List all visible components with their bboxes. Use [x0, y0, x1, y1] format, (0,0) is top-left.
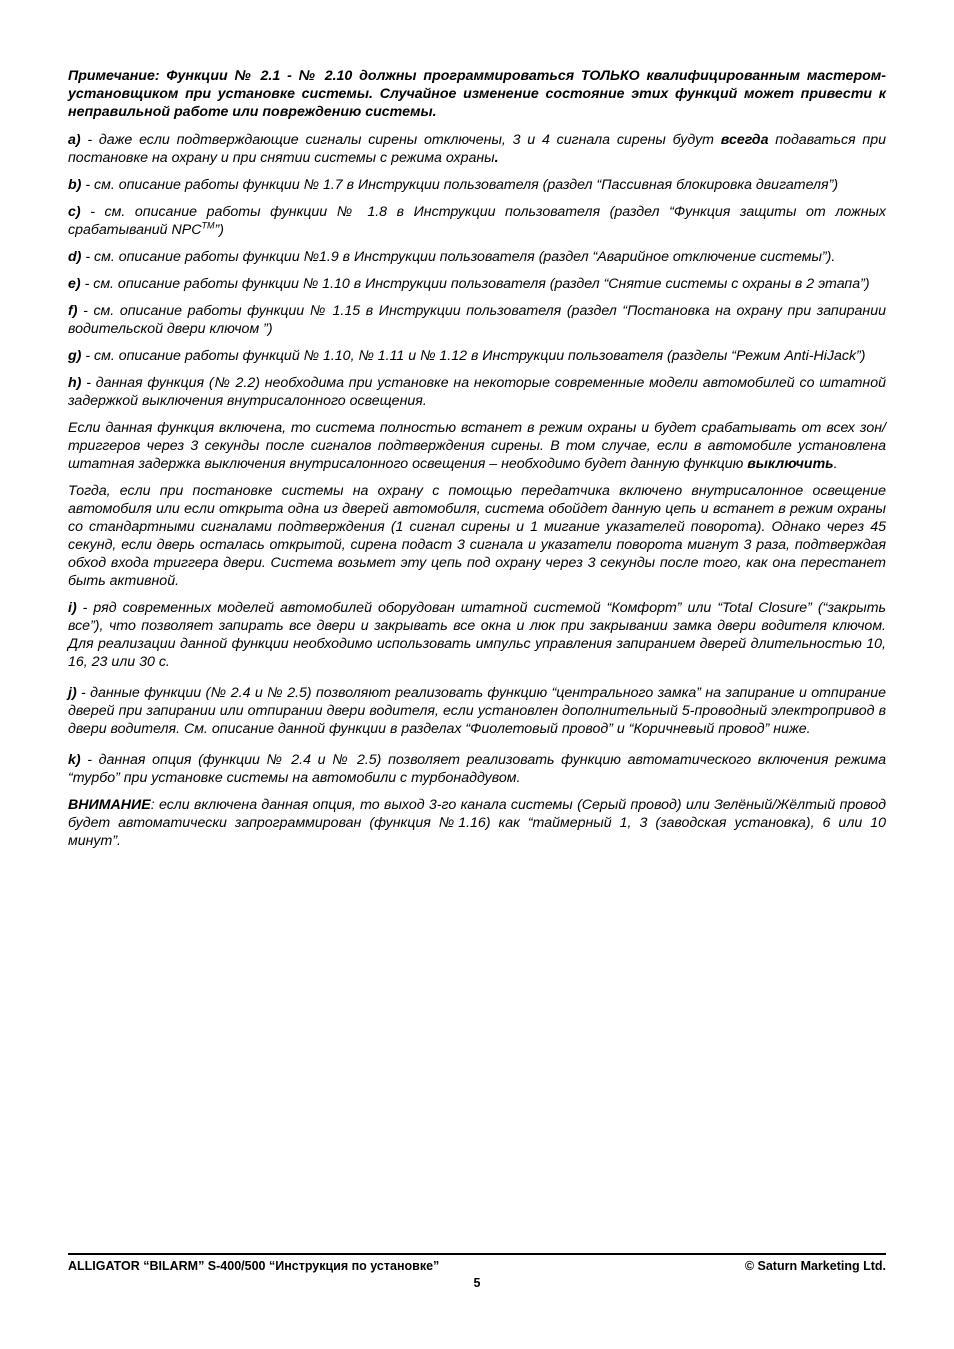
item-j-text: - данные функции (№ 2.4 и № 2.5) позволяют реализовать функцию “центрального замка” на запирание и отпирание дверей при запирании или отпирании двери водителя, если установлен дополнительный 5-проводный электропривод в двери водителя. См. описание данной функции в разделах “Фиолетовый провод” и “Коричневый провод” ниже. [68, 685, 886, 737]
item-a-text-2: подаваться при постановке на охрану и при снятии системы с режима охраны [68, 132, 887, 166]
item-c [68, 203, 886, 239]
footer-divider [68, 1253, 886, 1255]
item-k [68, 751, 886, 787]
programming-note: Примечание: Функции № 2.1 - № 2.10 должны программироваться ТОЛЬКО квалифицированным мастером-установщиком при установке системы. Случайное изменение состояние этих функций может привести к неправильной работе или повреждению системы. [68, 68, 886, 120]
item-f-letter: f) [68, 303, 78, 319]
item-b-text: - см. описание работы функции № 1.7 в Инструкции пользователя (раздел “Пассивная блокировка двигателя”) [81, 177, 839, 193]
item-e [68, 275, 886, 293]
item-j [68, 684, 886, 738]
item-a-text-1: - даже если подтверждающие сигналы сирены отключены, 3 и 4 сигнала сирены будут [80, 132, 721, 148]
page-number: 5 [473, 1276, 481, 1290]
item-k-letter: k) [68, 752, 81, 768]
item-c-letter: c) [68, 204, 81, 220]
document-body [68, 67, 886, 859]
item-g-letter: g) [68, 348, 82, 364]
item-f [68, 302, 886, 338]
item-g-text: - см. описание работы функций № 1.10, № 1.11 и № 1.12 в Инструкции пользователя (разделы “Режим Anti-HiJack”) [81, 348, 866, 364]
item-i [68, 599, 886, 671]
item-d-text: - см. описание работы функции №1.9 в Инструкции пользователя (раздел “Аварийное отключение системы”). [81, 249, 836, 265]
item-g [68, 347, 886, 365]
item-h-paragraph-3: Тогда, если при постановке системы на охрану с помощью передатчика включено внутрисалонное освещение автомобиля или если открыта одна из дверей автомобиля, система обойдет данную цепь и встанет в режим охраны со стандартными сигналами подтверждения (1 сигнал сирены и 1 мигание указателей поворота). Однако через 45 секунд, если дверь осталась открытой, сирена подаст 3 сигнала и указатели поворота мигнут 3 раза, подтверждая обход входа триггера двери. Система возьмет эту цепь под охрану через 3 секунды после того, как она перестанет быть активной. [68, 483, 886, 589]
footer-document-title: ALLIGATOR “BILARM” S-400/500 “Инструкция по установке” [68, 1259, 440, 1273]
item-b-letter: b) [68, 177, 82, 193]
item-a-bold: всегда [720, 132, 769, 148]
item-b [68, 176, 886, 194]
item-f-text: - см. описание работы функции № 1.15 в Инструкции пользователя (раздел “Постановка на охрану при запирании водительской двери ключом ”) [68, 303, 886, 337]
trademark-superscript: TM [201, 220, 215, 231]
item-h-paragraph-2-bold: выключить [747, 456, 834, 472]
item-a-bold-end: . [494, 150, 499, 166]
item-c-text-1: - см. описание работы функции № 1.8 в Инструкции пользователя (раздел “Функция защиты от ложных срабатываний NPC [68, 204, 886, 238]
attention-label: ВНИМАНИЕ [68, 797, 151, 813]
item-e-text: - см. описание работы функции № 1.10 в Инструкции пользователя (раздел “Снятие системы с охраны в 2 этапа”) [80, 276, 870, 292]
item-d [68, 248, 886, 266]
item-i-letter: i) [68, 600, 77, 616]
footer-copyright: © Saturn Marketing Ltd. [744, 1259, 886, 1273]
item-h-letter: h) [68, 375, 82, 391]
item-k-text: - данная опция (функции № 2.4 и № 2.5) позволяет реализовать функцию автоматического включения режима “турбо” при установке системы на автомобили с турбонаддувом. [68, 752, 886, 786]
item-h-paragraph-2-text: Если данная функция включена, то система полностью встанет в режим охраны и будет срабатывать от всех зон/триггеров через 3 секунды после сигналов подтверждения сирены. В том случае, если в автомобиле установлена штатная задержка выключения внутрисалонного освещения – необходимо будет данную функцию [68, 420, 886, 472]
attention-text: : если включена данная опция, то выход 3-го канала системы (Серый провод) или Зелёный/Жёлтый провод будет автоматически запрограммирован (функция №1.16) как “таймерный 1, 3 (заводская установка), 6 или 10 минут”. [68, 797, 886, 849]
item-h-text: - данная функция (№ 2.2) необходима при установке на некоторые современные модели автомобилей со штатной задержкой выключения внутрисалонного освещения. [68, 375, 886, 409]
attention-paragraph [68, 796, 886, 850]
item-e-letter: e) [68, 276, 81, 292]
item-d-letter: d) [68, 249, 82, 265]
item-h [68, 374, 886, 410]
item-i-text: - ряд современных моделей автомобилей оборудован штатной системой “Комфорт” или “Total Closure” (“закрыть все”), что позволяет запирать все двери и закрывать все окна и люк при закрывании замка двери водителя ключом. Для реализации данной функции необходимо использовать импульс управления запиранием дверей длительностью 10, 16, 23 или 30 с. [68, 600, 886, 670]
item-a-letter: a) [68, 132, 81, 148]
item-j-letter: j) [68, 685, 77, 701]
item-h-paragraph-2-end: . [833, 456, 838, 472]
item-h-paragraph-2 [68, 419, 886, 473]
item-a [68, 131, 886, 167]
item-c-text-2: ”) [214, 222, 224, 238]
